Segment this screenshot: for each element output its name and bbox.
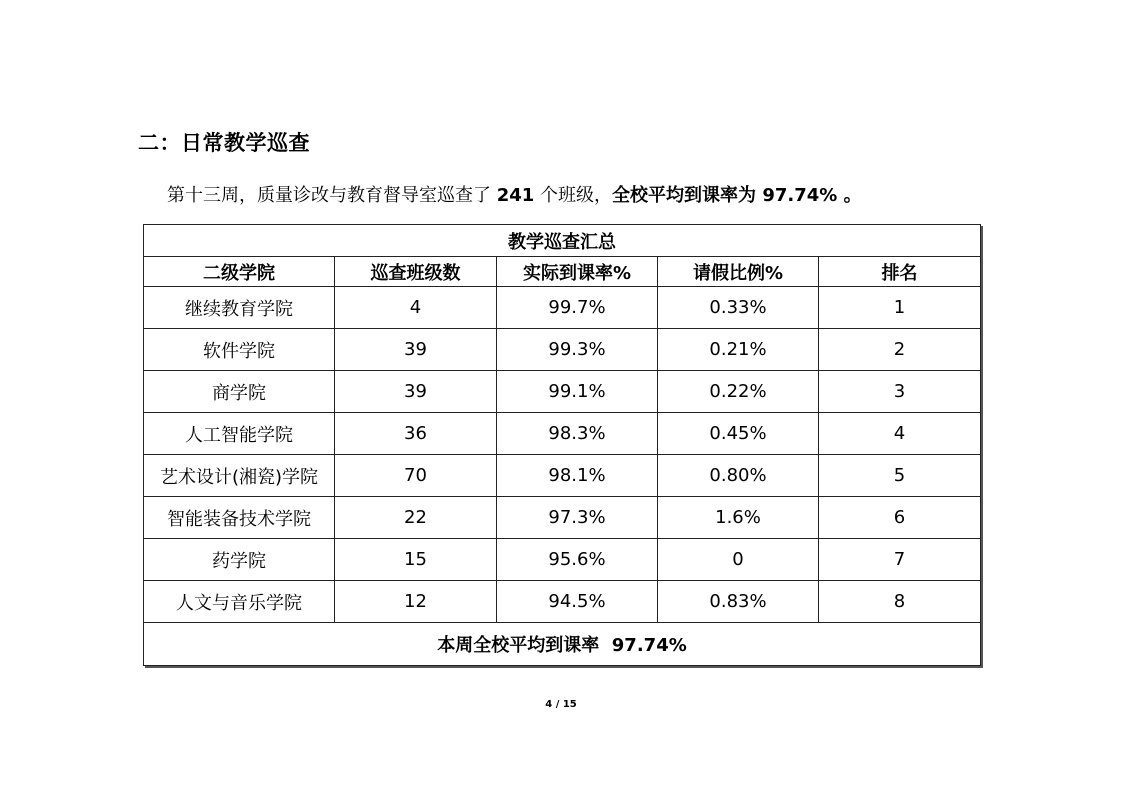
weekly-average-summary: 本周全校平均到课率 97.74% (144, 623, 981, 666)
cell-college: 继续教育学院 (144, 287, 335, 329)
table-row (144, 455, 981, 497)
cell-leave-ratio: 0.83% (658, 581, 819, 623)
intro-average-rate: 全校平均到课率为 97.74% (612, 185, 838, 206)
cell-rank: 2 (819, 329, 981, 371)
table-row (144, 539, 981, 581)
cell-leave-ratio: 0.21% (658, 329, 819, 371)
intro-text-2: 个班级， (534, 185, 613, 206)
cell-rank: 3 (819, 371, 981, 413)
table-row (144, 329, 981, 371)
section-heading: 二：日常教学巡查 (138, 131, 310, 155)
cell-attendance-rate: 98.1% (497, 455, 658, 497)
table-header-row (144, 257, 981, 287)
intro-text-end: 。 (837, 185, 862, 206)
cell-rank: 4 (819, 413, 981, 455)
cell-attendance-rate: 97.3% (497, 497, 658, 539)
cell-leave-ratio: 1.6% (658, 497, 819, 539)
cell-college: 智能装备技术学院 (144, 497, 335, 539)
cell-class-count: 36 (335, 413, 497, 455)
cell-leave-ratio: 0.45% (658, 413, 819, 455)
header-college: 二级学院 (144, 257, 335, 287)
cell-college: 艺术设计(湘瓷)学院 (144, 455, 335, 497)
cell-class-count: 39 (335, 371, 497, 413)
header-leave-ratio: 请假比例% (658, 257, 819, 287)
cell-class-count: 4 (335, 287, 497, 329)
cell-leave-ratio: 0.33% (658, 287, 819, 329)
intro-text-1: 第十三周，质量诊改与教育督导室巡查了 (167, 185, 497, 206)
cell-class-count: 70 (335, 455, 497, 497)
table-row (144, 371, 981, 413)
cell-attendance-rate: 98.3% (497, 413, 658, 455)
cell-leave-ratio: 0.80% (658, 455, 819, 497)
cell-class-count: 22 (335, 497, 497, 539)
cell-attendance-rate: 99.7% (497, 287, 658, 329)
cell-attendance-rate: 95.6% (497, 539, 658, 581)
table-caption: 教学巡查汇总 (144, 225, 981, 257)
cell-attendance-rate: 99.1% (497, 371, 658, 413)
cell-rank: 8 (819, 581, 981, 623)
table-row (144, 413, 981, 455)
cell-leave-ratio: 0 (658, 539, 819, 581)
intro-class-count: 241 (496, 185, 535, 206)
cell-attendance-rate: 94.5% (497, 581, 658, 623)
inspection-summary-table (143, 224, 981, 666)
table-row (144, 581, 981, 623)
header-attendance-rate: 实际到课率% (497, 257, 658, 287)
table-row (144, 287, 981, 329)
cell-college: 商学院 (144, 371, 335, 413)
cell-rank: 7 (819, 539, 981, 581)
table-footer-row (144, 623, 981, 666)
cell-rank: 6 (819, 497, 981, 539)
cell-class-count: 12 (335, 581, 497, 623)
cell-rank: 1 (819, 287, 981, 329)
cell-college: 人工智能学院 (144, 413, 335, 455)
header-rank: 排名 (819, 257, 981, 287)
cell-class-count: 39 (335, 329, 497, 371)
cell-attendance-rate: 99.3% (497, 329, 658, 371)
table-row (144, 497, 981, 539)
intro-paragraph (167, 181, 862, 207)
page-number: 4 / 15 (545, 699, 577, 710)
header-class-count: 巡查班级数 (335, 257, 497, 287)
cell-college: 软件学院 (144, 329, 335, 371)
cell-leave-ratio: 0.22% (658, 371, 819, 413)
cell-rank: 5 (819, 455, 981, 497)
cell-college: 人文与音乐学院 (144, 581, 335, 623)
cell-college: 药学院 (144, 539, 335, 581)
cell-class-count: 15 (335, 539, 497, 581)
table-caption-row (144, 225, 981, 257)
